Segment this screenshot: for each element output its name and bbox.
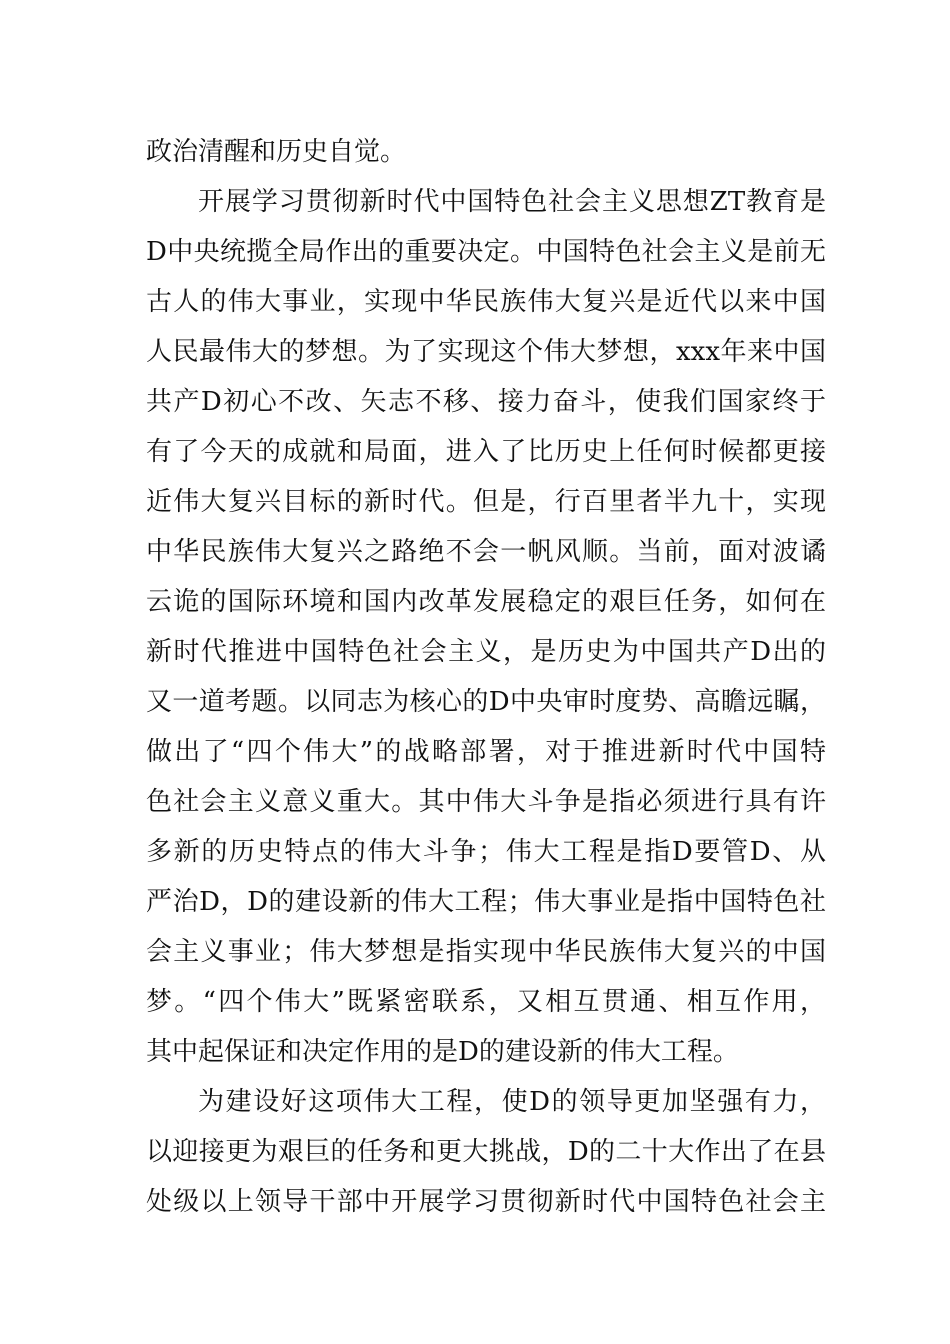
- text-line: 政治清醒和历史自觉。: [146, 137, 407, 167]
- text-line: 古人的伟大事业，实现中华民族伟大复兴是近代以来中国: [146, 287, 826, 317]
- text-line: 严治D，D的建设新的伟大工程；伟大事业是指中国特色社: [146, 887, 826, 917]
- text-line: 多新的历史特点的伟大斗争；伟大工程是指D要管D、从: [146, 837, 826, 867]
- text-line: 处级以上领导干部中开展学习贯彻新时代中国特色社会主: [146, 1187, 826, 1217]
- text-line: 人民最伟大的梦想。为了实现这个伟大梦想，xxx年来中国: [146, 337, 826, 367]
- text-line: 近伟大复兴目标的新时代。但是，行百里者半九十，实现: [146, 487, 826, 517]
- text-line: D中央统揽全局作出的重要决定。中国特色社会主义是前无: [146, 237, 826, 267]
- text-line: 以迎接更为艰巨的任务和更大挑战，D的二十大作出了在县: [146, 1137, 826, 1167]
- text-line: 为建设好这项伟大工程，使D的领导更加坚强有力，: [198, 1087, 826, 1117]
- text-line: 其中起保证和决定作用的是D的建设新的伟大工程。: [146, 1037, 739, 1067]
- text-line: 会主义事业；伟大梦想是指实现中华民族伟大复兴的中国: [146, 937, 826, 967]
- text-line: 中华民族伟大复兴之路绝不会一帆风顺。当前，面对波谲: [146, 537, 826, 567]
- text-line: 色社会主义意义重大。其中伟大斗争是指必须进行具有许: [146, 787, 826, 817]
- text-line: 梦。“四个伟大”既紧密联系，又相互贯通、相互作用，: [146, 987, 826, 1017]
- text-line: 云诡的国际环境和国内改革发展稳定的艰巨任务，如何在: [146, 587, 826, 617]
- text-line: 开展学习贯彻新时代中国特色社会主义思想ZT教育是: [198, 187, 826, 217]
- text-line: 新时代推进中国特色社会主义，是历史为中国共产D出的: [146, 637, 826, 667]
- text-line: 共产D初心不改、矢志不移、接力奋斗，使我们国家终于: [146, 387, 826, 417]
- text-line: 做出了“四个伟大”的战略部署，对于推进新时代中国特: [146, 737, 826, 767]
- body-text: [146, 127, 826, 1227]
- text-line: 又一道考题。以同志为核心的D中央审时度势、高瞻远瞩，: [146, 687, 826, 717]
- text-line: 有了今天的成就和局面，进入了比历史上任何时候都更接: [146, 437, 826, 467]
